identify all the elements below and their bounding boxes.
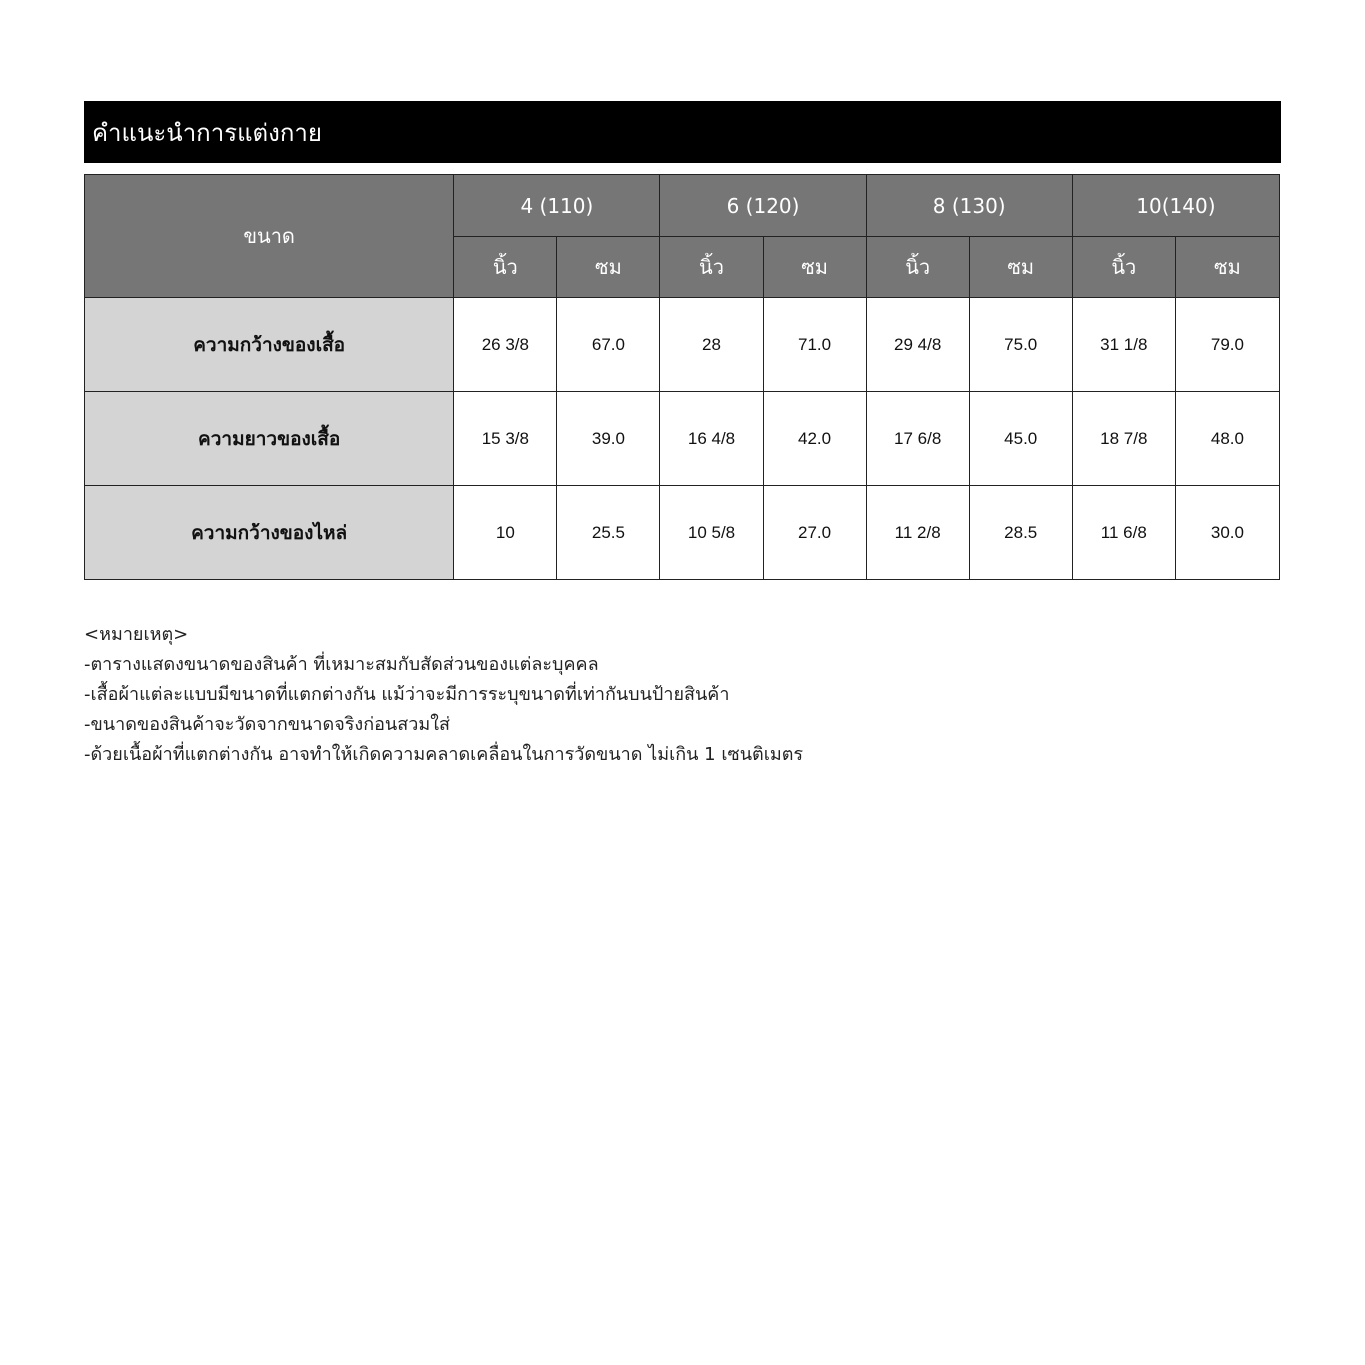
- table-cell: 79.0: [1175, 298, 1279, 392]
- note-item: -ด้วยเนื้อผ้าที่แตกต่างกัน อาจทำให้เกิดความคลาดเคลื่อนในการวัดขนาด ไม่เกิน 1 เซนติเมตร: [84, 744, 804, 765]
- table-row-chest-width: [85, 298, 1280, 392]
- note-item: -ขนาดของสินค้าจะวัดจากขนาดจริงก่อนสวมใส่: [84, 714, 450, 735]
- table-cell: 28: [660, 298, 763, 392]
- row-label: ความกว้างของไหล่: [85, 486, 454, 580]
- note-item: -เสื้อผ้าแต่ละแบบมีขนาดที่แตกต่างกัน แม้ว่าจะมีการระบุขนาดที่เท่ากันบนป้ายสินค้า: [84, 684, 730, 705]
- table-cell: 28.5: [969, 486, 1072, 580]
- size-header-8: 8 (130): [866, 175, 1072, 237]
- unit-inch-header: นิ้ว: [866, 237, 969, 298]
- size-header-6: 6 (120): [660, 175, 866, 237]
- table-cell: 67.0: [557, 298, 660, 392]
- table-cell: 17 6/8: [866, 392, 969, 486]
- table-cell: 71.0: [763, 298, 866, 392]
- unit-cm-header: ซม: [763, 237, 866, 298]
- unit-inch-header: นิ้ว: [454, 237, 557, 298]
- page-title-bar: [84, 101, 1281, 163]
- unit-cm-header: ซม: [557, 237, 660, 298]
- table-cell: 48.0: [1175, 392, 1279, 486]
- table-cell: 27.0: [763, 486, 866, 580]
- table-cell: 45.0: [969, 392, 1072, 486]
- page-title: คำแนะนำการแต่งกาย: [92, 118, 322, 147]
- unit-cm-header: ซม: [1175, 237, 1279, 298]
- unit-inch-header: นิ้ว: [660, 237, 763, 298]
- unit-inch-header: นิ้ว: [1072, 237, 1175, 298]
- table-cell: 26 3/8: [454, 298, 557, 392]
- table-cell: 42.0: [763, 392, 866, 486]
- size-header-10: 10(140): [1072, 175, 1279, 237]
- table-row-body-length: [85, 392, 1280, 486]
- table-cell: 10: [454, 486, 557, 580]
- row-label: ความกว้างของเสื้อ: [85, 298, 454, 392]
- table-cell: 11 6/8: [1072, 486, 1175, 580]
- table-cell: 15 3/8: [454, 392, 557, 486]
- table-cell: 75.0: [969, 298, 1072, 392]
- size-header-row: [85, 175, 1280, 237]
- table-cell: 11 2/8: [866, 486, 969, 580]
- notes-heading: <หมายเหตุ>: [84, 624, 189, 645]
- note-item: -ตารางแสดงขนาดของสินค้า ที่เหมาะสมกับสัดส่วนของแต่ละบุคคล: [84, 654, 599, 675]
- table-row-shoulder-width: [85, 486, 1280, 580]
- table-cell: 16 4/8: [660, 392, 763, 486]
- table-cell: 30.0: [1175, 486, 1279, 580]
- row-label: ความยาวของเสื้อ: [85, 392, 454, 486]
- table-cell: 25.5: [557, 486, 660, 580]
- size-chart-table: [84, 174, 1280, 580]
- unit-cm-header: ซม: [969, 237, 1072, 298]
- table-cell: 10 5/8: [660, 486, 763, 580]
- table-cell: 39.0: [557, 392, 660, 486]
- table-cell: 29 4/8: [866, 298, 969, 392]
- size-label-header: ขนาด: [85, 175, 454, 298]
- notes-section: [84, 620, 1281, 770]
- table-cell: 31 1/8: [1072, 298, 1175, 392]
- table-cell: 18 7/8: [1072, 392, 1175, 486]
- size-header-4: 4 (110): [454, 175, 660, 237]
